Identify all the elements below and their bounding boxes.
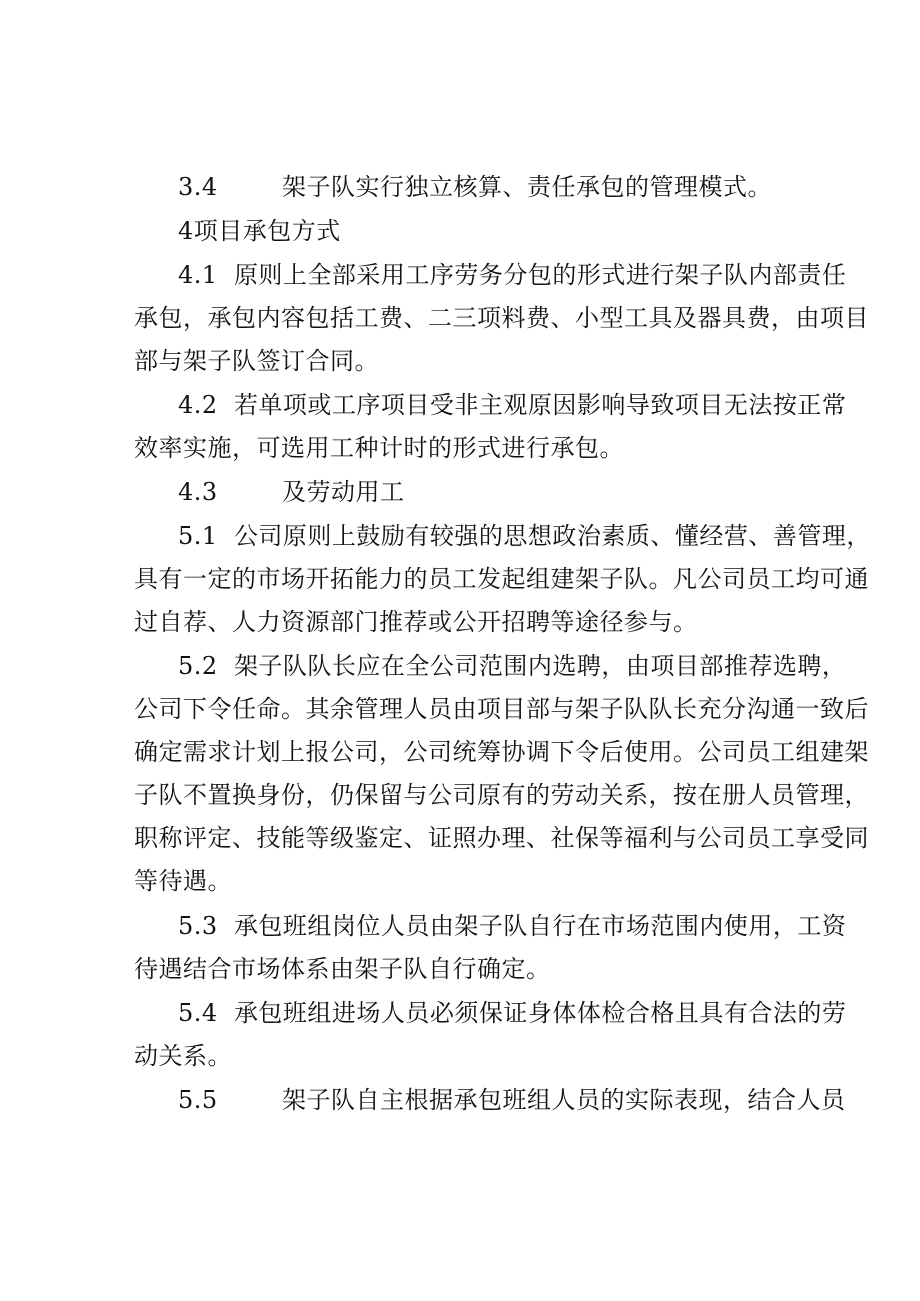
paragraph-text: 部与架子队签订合同。 — [134, 347, 379, 375]
paragraph-line — [134, 607, 698, 637]
paragraph-text: 过自荐、人力资源部门推荐或公开招聘等途径参与。 — [134, 608, 698, 636]
paragraph-line — [134, 823, 869, 853]
paragraph-line — [134, 1041, 232, 1071]
paragraph-line — [178, 260, 846, 290]
paragraph-line — [134, 433, 624, 463]
paragraph-text: 待遇结合市场体系由架子队自行确定。 — [134, 955, 551, 983]
paragraph-text: 子队不置换身份，仍保留与公司原有的劳动关系，按在册人员管理， — [134, 781, 869, 809]
paragraph-line — [178, 390, 846, 420]
paragraph-text: 承包班组进场人员必须保证身体体检合格且具有合法的劳 — [233, 999, 847, 1027]
section-number: 4.1 — [178, 261, 218, 289]
paragraph-text: 架子队自主根据承包班组人员的实际表现，结合人员 — [282, 1086, 846, 1114]
paragraph-line — [134, 737, 869, 767]
paragraph-line — [134, 564, 869, 594]
paragraph-text: 具有一定的市场开拓能力的员工发起组建架子队。凡公司员工均可通 — [134, 565, 869, 593]
paragraph-line — [134, 694, 869, 724]
paragraph-text: 承包班组岗位人员由架子队自行在市场范围内使用，工资 — [233, 912, 847, 940]
section-number: 3.4 — [178, 173, 218, 201]
paragraph-line — [178, 477, 405, 507]
paragraph-text: 动关系。 — [134, 1042, 232, 1070]
paragraph-text: 职称评定、技能等级鉴定、证照办理、社保等福利与公司员工享受同 — [134, 824, 869, 852]
paragraph-text: 架子队队长应在全公司范围内选聘，由项目部推荐选聘， — [233, 652, 847, 680]
section-number: 5.1 — [178, 522, 218, 550]
paragraph-line — [178, 911, 846, 941]
paragraph-text: 公司下令任命。其余管理人员由项目部与架子队队长充分沟通一致后 — [134, 695, 869, 723]
paragraph-line — [178, 998, 846, 1028]
paragraph-text: 承包，承包内容包括工费、二三项料费、小型工具及器具费，由项目 — [134, 304, 869, 332]
section-number: 5.2 — [178, 652, 218, 680]
section-number: 4.2 — [178, 391, 218, 419]
paragraph-text: 确定需求计划上报公司，公司统筹协调下令后使用。公司员工组建架 — [134, 738, 869, 766]
paragraph-text: 及劳动用工 — [282, 478, 405, 506]
paragraph-text: 公司原则上鼓励有较强的思想政治素质、懂经营、善管理， — [233, 522, 871, 550]
paragraph-line — [134, 866, 232, 896]
section-number: 5.3 — [178, 912, 218, 940]
heading-text: 4项目承包方式 — [178, 217, 341, 245]
paragraph-text: 若单项或工序项目受非主观原因影响导致项目无法按正常 — [233, 391, 847, 419]
paragraph-line — [134, 954, 551, 984]
paragraph-line — [134, 346, 379, 376]
paragraph-line — [134, 780, 869, 810]
paragraph-line — [178, 651, 846, 681]
paragraph-line — [178, 172, 772, 202]
paragraph-line — [178, 521, 871, 551]
heading-line — [178, 216, 341, 246]
paragraph-text: 等待遇。 — [134, 867, 232, 895]
paragraph-line — [134, 303, 869, 333]
paragraph-text: 效率实施，可选用工种计时的形式进行承包。 — [134, 434, 624, 462]
paragraph-text: 原则上全部采用工序劳务分包的形式进行架子队内部责任 — [233, 261, 847, 289]
section-number: 5.5 — [178, 1086, 218, 1114]
section-number: 5.4 — [178, 999, 218, 1027]
section-number: 4.3 — [178, 478, 218, 506]
paragraph-line — [178, 1085, 846, 1115]
paragraph-text: 架子队实行独立核算、责任承包的管理模式。 — [282, 173, 772, 201]
